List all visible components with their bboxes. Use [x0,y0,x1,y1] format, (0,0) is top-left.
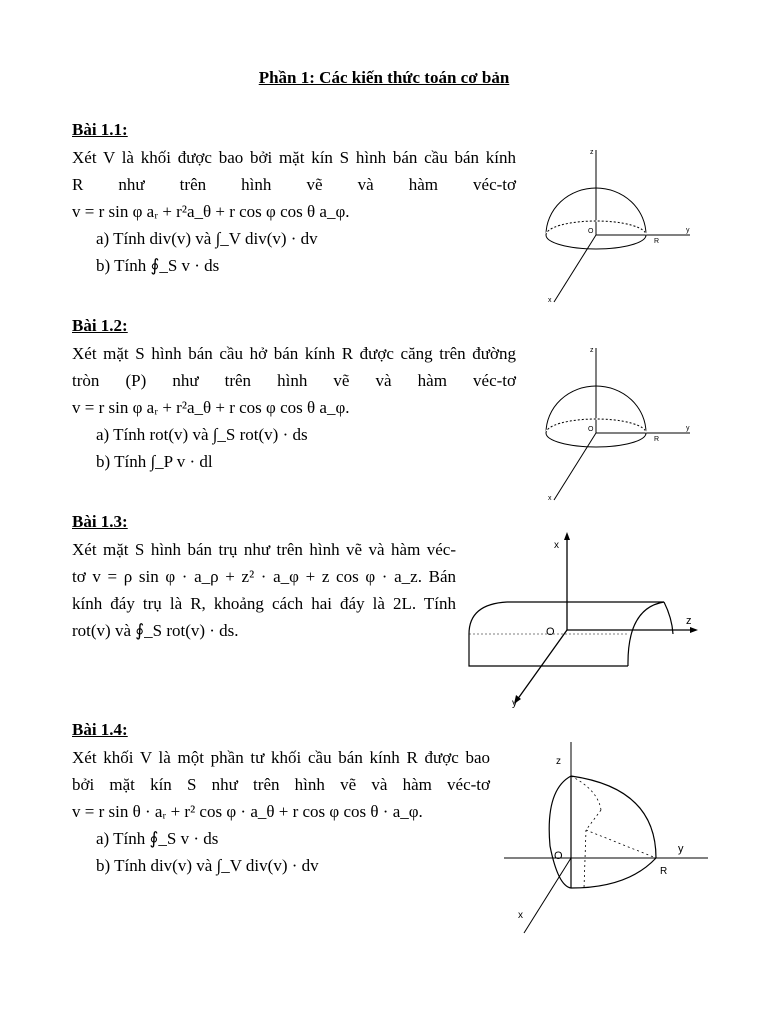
exercise-1-2 [72,316,516,475]
exercise-1-4 [72,720,490,879]
radius-label: R [660,866,668,877]
task-b: b) Tính div(v) và ∫_V div(v) · dv [96,856,319,875]
task-line: rot(v) và ∮_S rot(v) · ds. [72,621,239,640]
axis-label-z: z [686,615,692,627]
hemisphere-figure-2 [540,338,710,508]
vector-field-formula: v = r sin φ aᵣ + r²a_θ + r cos φ cos θ a_φ. [72,202,350,221]
quarter-sphere-figure [498,738,718,938]
origin-label: O [554,850,563,862]
page-title: Phần 1: Các kiến thức toán cơ bản [258,68,510,87]
origin-label: O [546,626,555,638]
axis-label-x: x [548,297,552,304]
problem-text-line: Xét mặt S hình bán cầu hở bán kính R được căng trên đường [72,344,516,363]
problem-text-line: kính đáy trụ là R, khoảng cách hai đáy là 2L. Tính [72,594,456,613]
radius-label: R [654,436,660,443]
problem-text-line: Xét mặt S hình bán trụ như trên hình vẽ và hàm véc- [72,540,456,559]
axis-label-x: x [554,540,559,551]
exercise-heading: Bài 1.4: [72,720,128,739]
task-a: a) Tính rot(v) và ∫_S rot(v) · ds [96,425,308,444]
task-b: b) Tính ∮_S v · ds [96,256,220,275]
exercise-1-3 [72,512,456,644]
half-cylinder-figure [462,528,712,718]
axis-label-y: y [512,698,517,709]
radius-label: R [654,238,660,245]
problem-text-line: Xét V là khối được bao bởi mặt kín S hình bán cầu bán kính [72,148,516,167]
exercise-heading: Bài 1.1: [72,120,128,139]
axis-label-x: x [518,910,523,921]
origin-label: O [588,228,594,235]
vector-field-formula: v = r sin θ · aᵣ + r² cos φ · a_θ + r cos φ cos θ · a_φ. [72,802,423,821]
axis-label-z: z [556,756,561,767]
task-a: a) Tính ∮_S v · ds [96,829,219,848]
vector-field-formula: v = r sin φ aᵣ + r²a_θ + r cos φ cos θ a_φ. [72,398,350,417]
vector-field-formula: tơ v = ρ sin φ · a_ρ + z² · a_φ + z cos φ · a_z. Bán [72,567,456,586]
origin-label: O [588,426,594,433]
task-a: a) Tính div(v) và ∫_V div(v) · dv [96,229,318,248]
axis-label-x: x [548,495,552,502]
axis-label-z: z [590,347,594,354]
problem-text-line: Xét khối V là một phần tư khối cầu bán kính R được bao [72,748,490,767]
axis-label-y: y [678,843,684,855]
problem-text-line: tròn (P) như trên hình vẽ và hàm véc-tơ [72,371,516,390]
hemisphere-figure-1 [540,140,710,310]
task-b: b) Tính ∫_P v · dl [96,452,213,471]
exercise-heading: Bài 1.2: [72,316,128,335]
axis-label-z: z [590,149,594,156]
exercise-1-1 [72,120,516,279]
axis-label-y: y [686,425,690,432]
problem-text-line: bởi mặt kín S như trên hình vẽ và hàm véc-tơ [72,775,490,794]
exercise-heading: Bài 1.3: [72,512,128,531]
axis-label-y: y [686,227,690,234]
problem-text-line: R như trên hình vẽ và hàm véc-tơ [72,175,516,194]
